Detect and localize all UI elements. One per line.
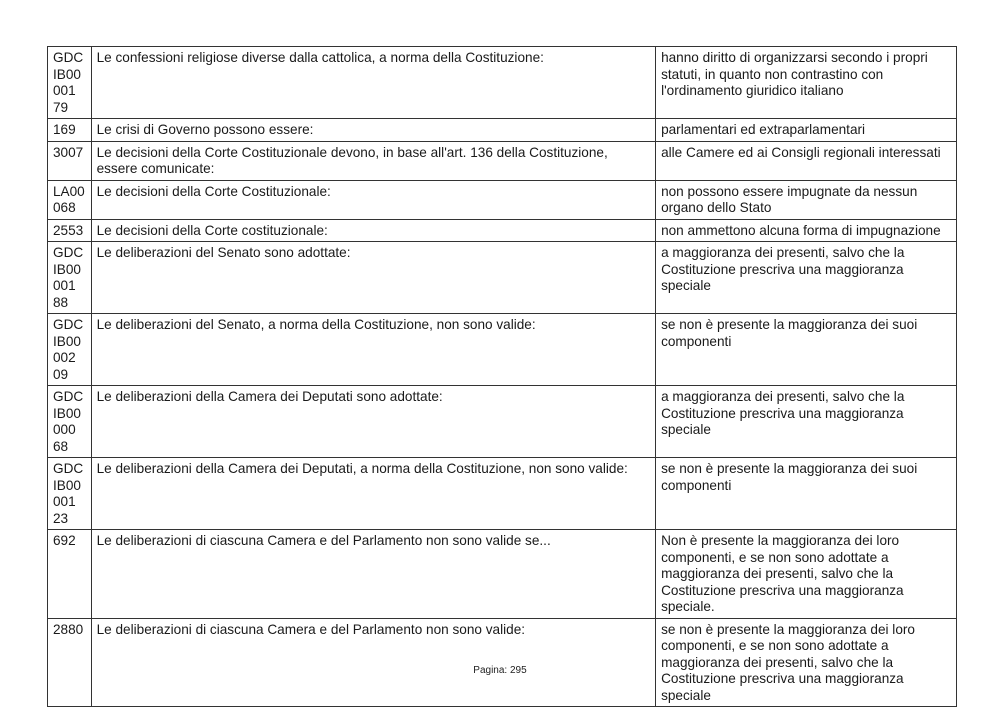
question-text: Le decisioni della Corte Costituzionale devono, in base all'art. 136 della Costituzione, essere comunicate: bbox=[91, 141, 655, 180]
table-row bbox=[48, 314, 957, 386]
question-code: 2880 bbox=[48, 618, 92, 707]
table-row bbox=[48, 242, 957, 314]
table-row bbox=[48, 180, 957, 219]
question-code: 169 bbox=[48, 119, 92, 142]
answer-text: alle Camere ed ai Consigli regionali interessati bbox=[656, 141, 957, 180]
question-text: Le deliberazioni della Camera dei Deputati, a norma della Costituzione, non sono valide: bbox=[91, 458, 655, 530]
question-text: Le deliberazioni della Camera dei Deputati sono adottate: bbox=[91, 386, 655, 458]
table-row bbox=[48, 119, 957, 142]
question-code: GDCIB00001 79 bbox=[48, 47, 92, 119]
table-row bbox=[48, 141, 957, 180]
question-code: GDCIB00001 88 bbox=[48, 242, 92, 314]
question-code: GDCIB00001 23 bbox=[48, 458, 92, 530]
table-row bbox=[48, 386, 957, 458]
answer-text: non possono essere impugnate da nessun organo dello Stato bbox=[656, 180, 957, 219]
answer-text: Non è presente la maggioranza dei loro componenti, e se non sono adottate a maggioranza dei presenti, salvo che la Costituzione prescriva una maggioranza speciale. bbox=[656, 530, 957, 619]
question-code: 3007 bbox=[48, 141, 92, 180]
table-row bbox=[48, 47, 957, 119]
question-code: LA00068 bbox=[48, 180, 92, 219]
table-row bbox=[48, 530, 957, 619]
question-code: 692 bbox=[48, 530, 92, 619]
answer-text: parlamentari ed extraparlamentari bbox=[656, 119, 957, 142]
question-text: Le deliberazioni del Senato, a norma della Costituzione, non sono valide: bbox=[91, 314, 655, 386]
question-text: Le crisi di Governo possono essere: bbox=[91, 119, 655, 142]
quiz-table bbox=[47, 46, 957, 707]
question-code: GDCIB00002 09 bbox=[48, 314, 92, 386]
answer-text: se non è presente la maggioranza dei suoi componenti bbox=[656, 314, 957, 386]
question-code: GDCIB00000 68 bbox=[48, 386, 92, 458]
question-text: Le decisioni della Corte costituzionale: bbox=[91, 219, 655, 242]
question-text: Le deliberazioni di ciascuna Camera e del Parlamento non sono valide: bbox=[91, 618, 655, 707]
table-row bbox=[48, 618, 957, 707]
question-text: Le decisioni della Corte Costituzionale: bbox=[91, 180, 655, 219]
answer-text: a maggioranza dei presenti, salvo che la Costituzione prescriva una maggioranza speciale bbox=[656, 242, 957, 314]
page-number: Pagina: 295 bbox=[473, 665, 527, 676]
answer-text: non ammettono alcuna forma di impugnazione bbox=[656, 219, 957, 242]
table-row bbox=[48, 458, 957, 530]
answer-text: se non è presente la maggioranza dei loro componenti, e se non sono adottate a maggioranza dei presenti, salvo che la Costituzione prescriva una maggioranza speciale bbox=[656, 618, 957, 707]
question-text: Le deliberazioni di ciascuna Camera e del Parlamento non sono valide se... bbox=[91, 530, 655, 619]
question-text: Le deliberazioni del Senato sono adottate: bbox=[91, 242, 655, 314]
table-row bbox=[48, 219, 957, 242]
question-text: Le confessioni religiose diverse dalla cattolica, a norma della Costituzione: bbox=[91, 47, 655, 119]
answer-text: a maggioranza dei presenti, salvo che la Costituzione prescriva una maggioranza speciale bbox=[656, 386, 957, 458]
answer-text: se non è presente la maggioranza dei suoi componenti bbox=[656, 458, 957, 530]
question-code: 2553 bbox=[48, 219, 92, 242]
answer-text: hanno diritto di organizzarsi secondo i propri statuti, in quanto non contrastino con l'ordinamento giuridico italiano bbox=[656, 47, 957, 119]
